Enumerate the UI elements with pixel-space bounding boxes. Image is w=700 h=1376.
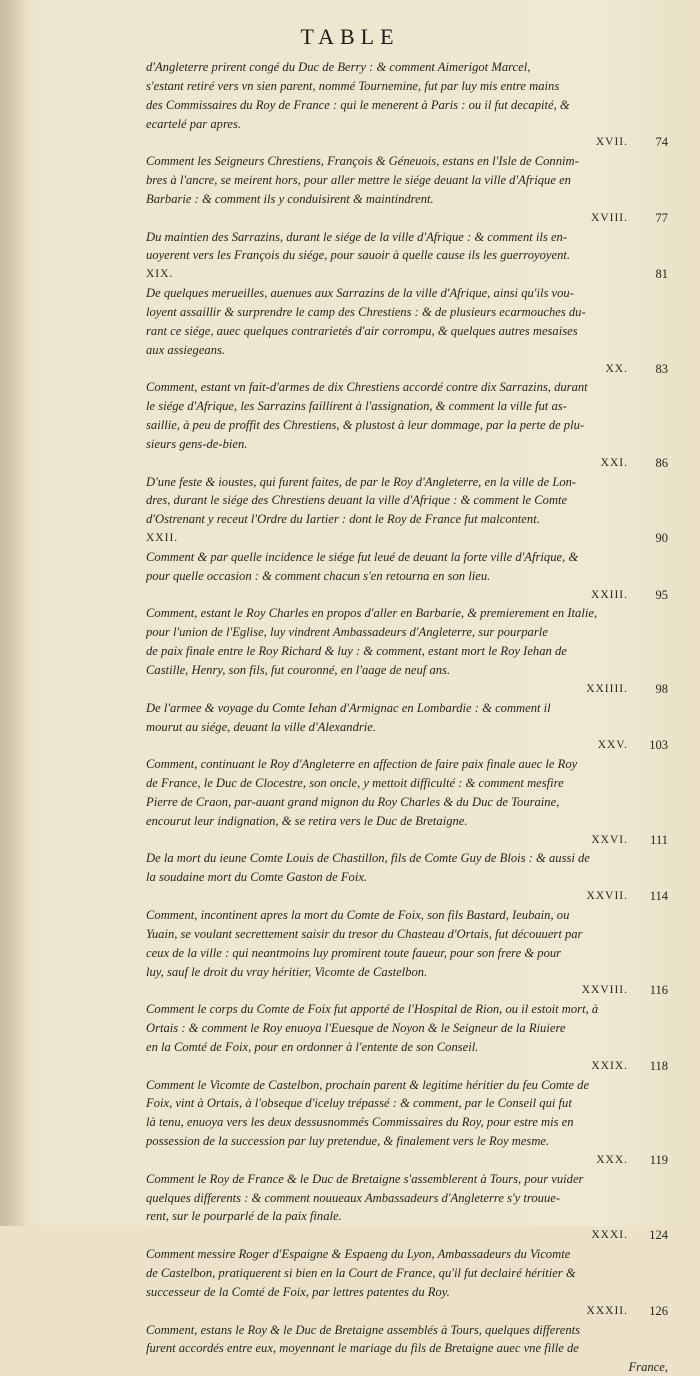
page-number: 116	[649, 983, 668, 998]
toc-entry-reference	[134, 529, 668, 548]
toc-entry-reference	[134, 1302, 668, 1321]
toc-entry-text: Comment le Vicomte de Castelbon, prochain parent & legitime héritier du feu Comte de Foix, vint à Ortais, à l'obseque d'iceluy trépassé : & comment, par le Conseil qui fut là tenu, enuoya vers les deux dessusnommés Commissaires du Roy, pour estre mis en possession de la succession par luy pretendue, & finalement vers le Roy mesme.	[146, 1077, 590, 1149]
toc-entry	[134, 1245, 668, 1320]
toc-entry	[134, 906, 668, 1000]
toc-entry-text: d'Angleterre prirent congé du Duc de Berry : & comment Aimerigot Marcel, s'estant retiré vers vn sien parent, nommé Tournemine, fut par luy mis entre mains des Commissaires du Roy de France : qui le menerent à Paris : ou il fut decapité, & ecartelé par apres.	[146, 60, 570, 131]
chapter-number: XXXI.	[591, 1229, 628, 1242]
toc-entry-text: Comment messire Roger d'Espaigne & Espaeng du Lyon, Ambassadeurs du Vicomte de Castelbon, pratiquerent si bien en la Court de France, qu'il fut declairé héritier & successeur de la Comté de Foix, par lettres patentes du Roy.	[146, 1247, 576, 1299]
page-number: 77	[655, 210, 668, 225]
toc-entry-text: Comment, estant vn fait-d'armes de dix Chrestiens accordé contre dix Sarrazins, durant le siége d'Afrique, les Sarrazins faillirent à l'assignation, & comment la ville fut as- saillie, à peu de proffit des Chrestiens, & plustost à leur dommage, par la perte de plu- sieurs gens-de-bien.	[146, 380, 588, 451]
toc-entry	[134, 699, 668, 756]
catchword: France,	[628, 1360, 668, 1375]
chapter-number: XXVIII.	[581, 984, 628, 997]
chapter-number: XXI.	[600, 456, 628, 469]
chapter-number: XIX.	[146, 268, 174, 281]
page-number: 124	[649, 1228, 668, 1243]
toc-entry-reference	[134, 887, 668, 906]
toc-entry	[134, 548, 668, 605]
toc-entry-reference	[134, 133, 668, 152]
page-number: 90	[655, 531, 668, 546]
chapter-number: XXII.	[146, 532, 179, 545]
chapter-number: XXVII.	[586, 890, 628, 903]
chapter-number: XXIII.	[591, 588, 628, 601]
toc-entry-reference	[134, 831, 668, 850]
toc-entry-text: Comment, continuant le Roy d'Angleterre en affection de faire paix finale auec le Roy de France, le Duc de Clocestre, son oncle, y mettoit difficulté : & comment mesfire Pierre de Craon, par-auant grand mignon du Roy Charles & du Duc de Touraine, encourut leur indignation, & se retira vers le Duc de Bretaigne.	[146, 757, 578, 828]
toc-entry	[134, 58, 668, 152]
toc-entry-reference	[134, 736, 668, 755]
toc-entry-text: Du maintien des Sarrazins, durant le siége de la ville d'Afrique : & comment ils en- uoyerent vers les François du siége, pour sauoir à quelle cause ils les guerroyoyent.	[146, 229, 571, 263]
chapter-number: XXVI.	[591, 833, 628, 846]
table-of-contents	[134, 58, 668, 1376]
page-number: 103	[649, 738, 668, 753]
page-number: 74	[655, 135, 668, 150]
page-number: 83	[655, 361, 668, 376]
page-number: 81	[655, 267, 668, 282]
toc-entry-reference	[134, 209, 668, 228]
chapter-number: XVII.	[595, 136, 628, 149]
chapter-number: XXX.	[596, 1153, 628, 1166]
page-number: 95	[655, 587, 668, 602]
toc-entry-text: Comment le corps du Comte de Foix fut apporté de l'Hospital de Rion, ou il estoit mort, à Ortais : & comment le Roy enuoya l'Euesque de Noyon & le Seigneur de la Riuiere en la Comté de Foix, pour en ordonner à l'entente de son Conseil.	[146, 1002, 599, 1054]
running-head: TABLE	[300, 24, 400, 49]
toc-entry	[134, 1321, 668, 1359]
chapter-number: XXXII.	[586, 1304, 628, 1317]
toc-entry-text: Comment, estans le Roy & le Duc de Bretaigne assemblés à Tours, quelques differents furent accordés entre eux, moyennant le mariage du fils de Bretaigne auec vne fille de	[146, 1322, 581, 1356]
toc-entry-reference	[134, 1151, 668, 1170]
toc-entry-text: Comment, incontinent apres la mort du Comte de Foix, son fils Bastard, Ieubain, ou Yuain, se voulant secrettement saisir du tresor du Chasteau d'Ortais, fut découuert par ceux de la ville : qui neantmoins luy promirent toute faueur, pour son frere & pour luy, sauf le droit du vray héritier, Vicomte de Castelbon.	[146, 907, 583, 979]
page-number: 119	[649, 1152, 668, 1167]
toc-entry-text: Comment & par quelle incidence le siége fut leué de deuant la forte ville d'Afrique, & pour quelle occasion : & comment chacun s'en retourna en son lieu.	[146, 549, 579, 583]
toc-entry-text: Comment le Roy de France & le Duc de Bretaigne s'assemblerent à Tours, pour vuider quelques differents : & comment nouueaux Ambassadeurs d'Angleterre s'y trouue- rent, sur le pourparlé de la paix finale.	[146, 1171, 584, 1224]
page-number: 126	[649, 1303, 668, 1318]
gutter-shadow	[0, 0, 28, 1226]
toc-entry-text: Comment, estant le Roy Charles en propos d'aller en Barbarie, & premierement en Italie, pour l'union de l'Eglise, luy vindrent Ambassadeurs d'Angleterre, sur pourparle de paix finale entre le Roy Richard & luy : & comment, estant mort le Roy Iehan de Castille, Henry, son fils, fut couronné, en l'aage de neuf ans.	[146, 606, 598, 677]
toc-entry	[134, 755, 668, 849]
page-number: 86	[655, 455, 668, 470]
chapter-number: XXIX.	[591, 1059, 628, 1072]
page-number: 111	[650, 832, 668, 847]
chapter-number: XVIII.	[591, 211, 628, 224]
toc-entry-reference	[134, 360, 668, 379]
toc-entry-text: Comment les Seigneurs Chrestiens, François & Géneuois, estans en l'Isle de Connim- bres à l'ancre, se meirent hors, pour aller mettre le siége deuant la ville d'Afrique en Barbarie : & comment ils y conduisirent & maintindrent.	[146, 154, 579, 206]
toc-entry-reference	[134, 1226, 668, 1245]
toc-entry	[134, 284, 668, 378]
toc-entry	[134, 604, 668, 698]
toc-entry	[134, 473, 668, 548]
toc-entry-reference	[134, 680, 668, 699]
chapter-number: XXIIII.	[586, 682, 628, 695]
toc-entry-reference	[134, 586, 668, 605]
toc-entry-reference	[134, 454, 668, 473]
toc-entry	[134, 1076, 668, 1170]
toc-entry	[134, 228, 668, 285]
toc-entry-text: D'une feste & ioustes, qui furent faites, de par le Roy d'Angleterre, en la ville de Lon- dres, durant le siége des Chrestiens deuant la ville d'Afrique : & comment le Comte d'Ostrenant y receut l'Ordre du Iartier : dont le Roy de France fut malcontent.	[146, 474, 577, 527]
toc-entry	[134, 378, 668, 472]
toc-entry-text: De la mort du ieune Comte Louis de Chastillon, fils de Comte Guy de Blois : & aussi de la soudaine mort du Comte Gaston de Foix.	[146, 851, 590, 885]
page-number: 98	[655, 681, 668, 696]
toc-entry-reference	[134, 265, 668, 284]
chapter-number: XX.	[605, 362, 628, 375]
toc-entry-reference	[134, 981, 668, 1000]
toc-entry	[134, 1170, 668, 1245]
toc-entry	[134, 152, 668, 227]
page-number: 114	[649, 889, 668, 904]
chapter-number: XXV.	[597, 739, 628, 752]
toc-entry-text: De l'armee & voyage du Comte Iehan d'Armignac en Lombardie : & comment il mourut au siége, deuant la ville d'Alexandrie.	[146, 700, 551, 734]
toc-entry-reference	[134, 1057, 668, 1076]
toc-entry	[134, 1000, 668, 1075]
toc-entry	[134, 849, 668, 906]
page-number: 118	[649, 1058, 668, 1073]
toc-entry-text: De quelques merueilles, auenues aux Sarrazins de la ville d'Afrique, ainsi qu'ils vou- loyent assaillir & surprendre le camp des Chrestiens : & de plusieurs ecarmouches du- rant ce siége, auec quelques contrarietés d'air corrompu, & quelques autres mesaises aux assiegeans.	[146, 286, 586, 357]
